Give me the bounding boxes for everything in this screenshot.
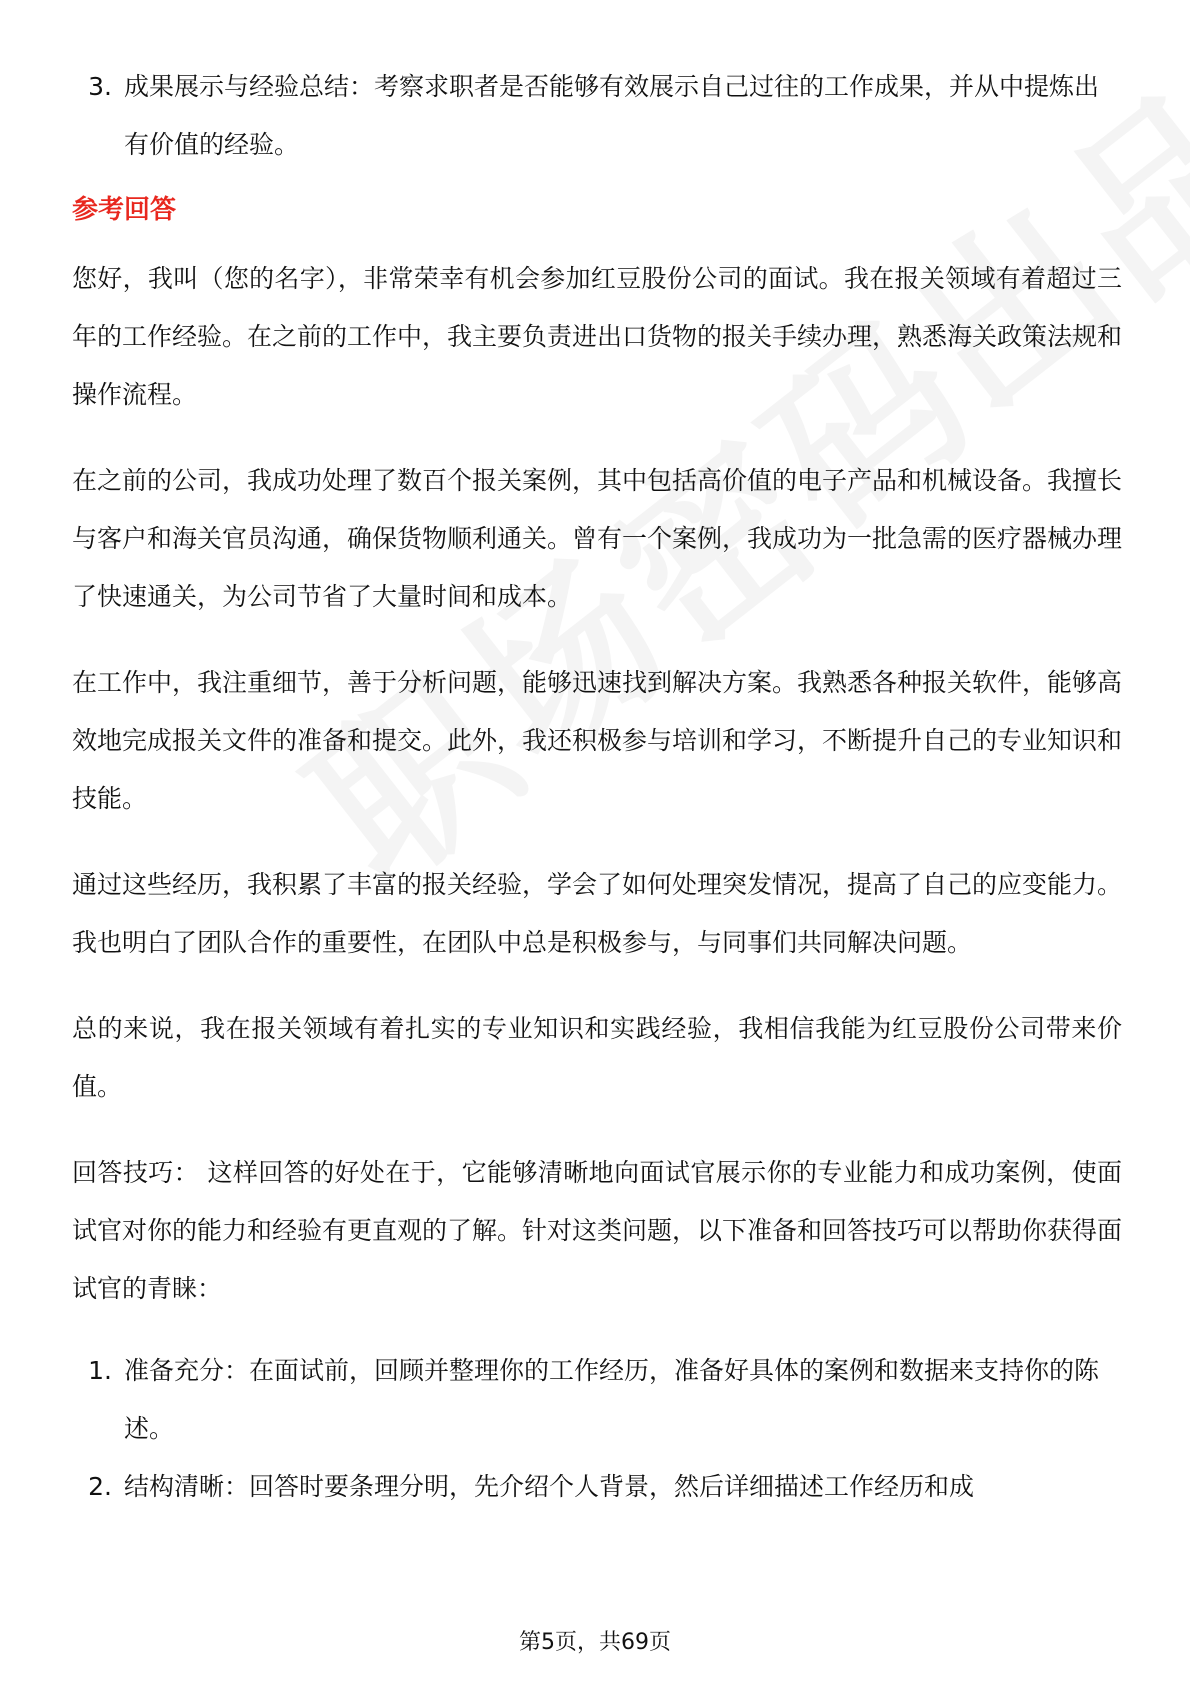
list-item-number: 1.: [88, 1356, 112, 1385]
list-item-text: 结构清晰：回答时要条理分明，先介绍个人背景，然后详细描述工作经历和成: [124, 1472, 975, 1501]
list-item: [72, 1342, 1122, 1458]
list-item-number: 3.: [88, 72, 112, 101]
answer-paragraph: 在之前的公司，我成功处理了数百个报关案例，其中包括高价值的电子产品和机械设备。我擅长与客户和海关官员沟通，确保货物顺利通关。曾有一个案例，我成功为一批急需的医疗器械办理了快速通关，为公司节省了大量时间和成本。: [72, 466, 1123, 611]
answer-paragraph: 您好，我叫（您的名字），非常荣幸有机会参加红豆股份公司的面试。我在报关领域有着超过三年的工作经验。在之前的工作中，我主要负责进出口货物的报关手续办理，熟悉海关政策法规和操作流程。: [72, 264, 1123, 409]
tips-paragraph: 回答技巧： 这样回答的好处在于，它能够清晰地向面试官展示你的专业能力和成功案例，使面试官对你的能力和经验有更直观的了解。针对这类问题，以下准备和回答技巧可以帮助你获得面试官的青睐：: [72, 1158, 1123, 1303]
answer-paragraph: 在工作中，我注重细节，善于分析问题，能够迅速找到解决方案。我熟悉各种报关软件，能够高效地完成报关文件的准备和提交。此外，我还积极参与培训和学习，不断提升自己的专业知识和技能。: [72, 668, 1123, 813]
page-number-footer: 第5页，共69页: [519, 1630, 671, 1655]
list-item: [72, 1458, 1122, 1516]
list-item-number: 2.: [88, 1472, 112, 1501]
list-item-text: 成果展示与经验总结：考察求职者是否能够有效展示自己过往的工作成果，并从中提炼出有价值的经验。: [124, 72, 1100, 159]
answer-heading: 参考回答: [72, 195, 177, 225]
page-content: [72, 58, 1122, 1516]
answer-paragraph: 通过这些经历，我积累了丰富的报关经验，学会了如何处理突发情况，提高了自己的应变能力。我也明白了团队合作的重要性，在团队中总是积极参与，与同事们共同解决问题。: [72, 870, 1123, 957]
list-item-text: 准备充分：在面试前，回顾并整理你的工作经历，准备好具体的案例和数据来支持你的陈述。: [124, 1356, 1100, 1443]
answer-paragraph: 总的来说，我在报关领域有着扎实的专业知识和实践经验，我相信我能为红豆股份公司带来价值。: [72, 1014, 1122, 1101]
list-item: [72, 58, 1122, 174]
